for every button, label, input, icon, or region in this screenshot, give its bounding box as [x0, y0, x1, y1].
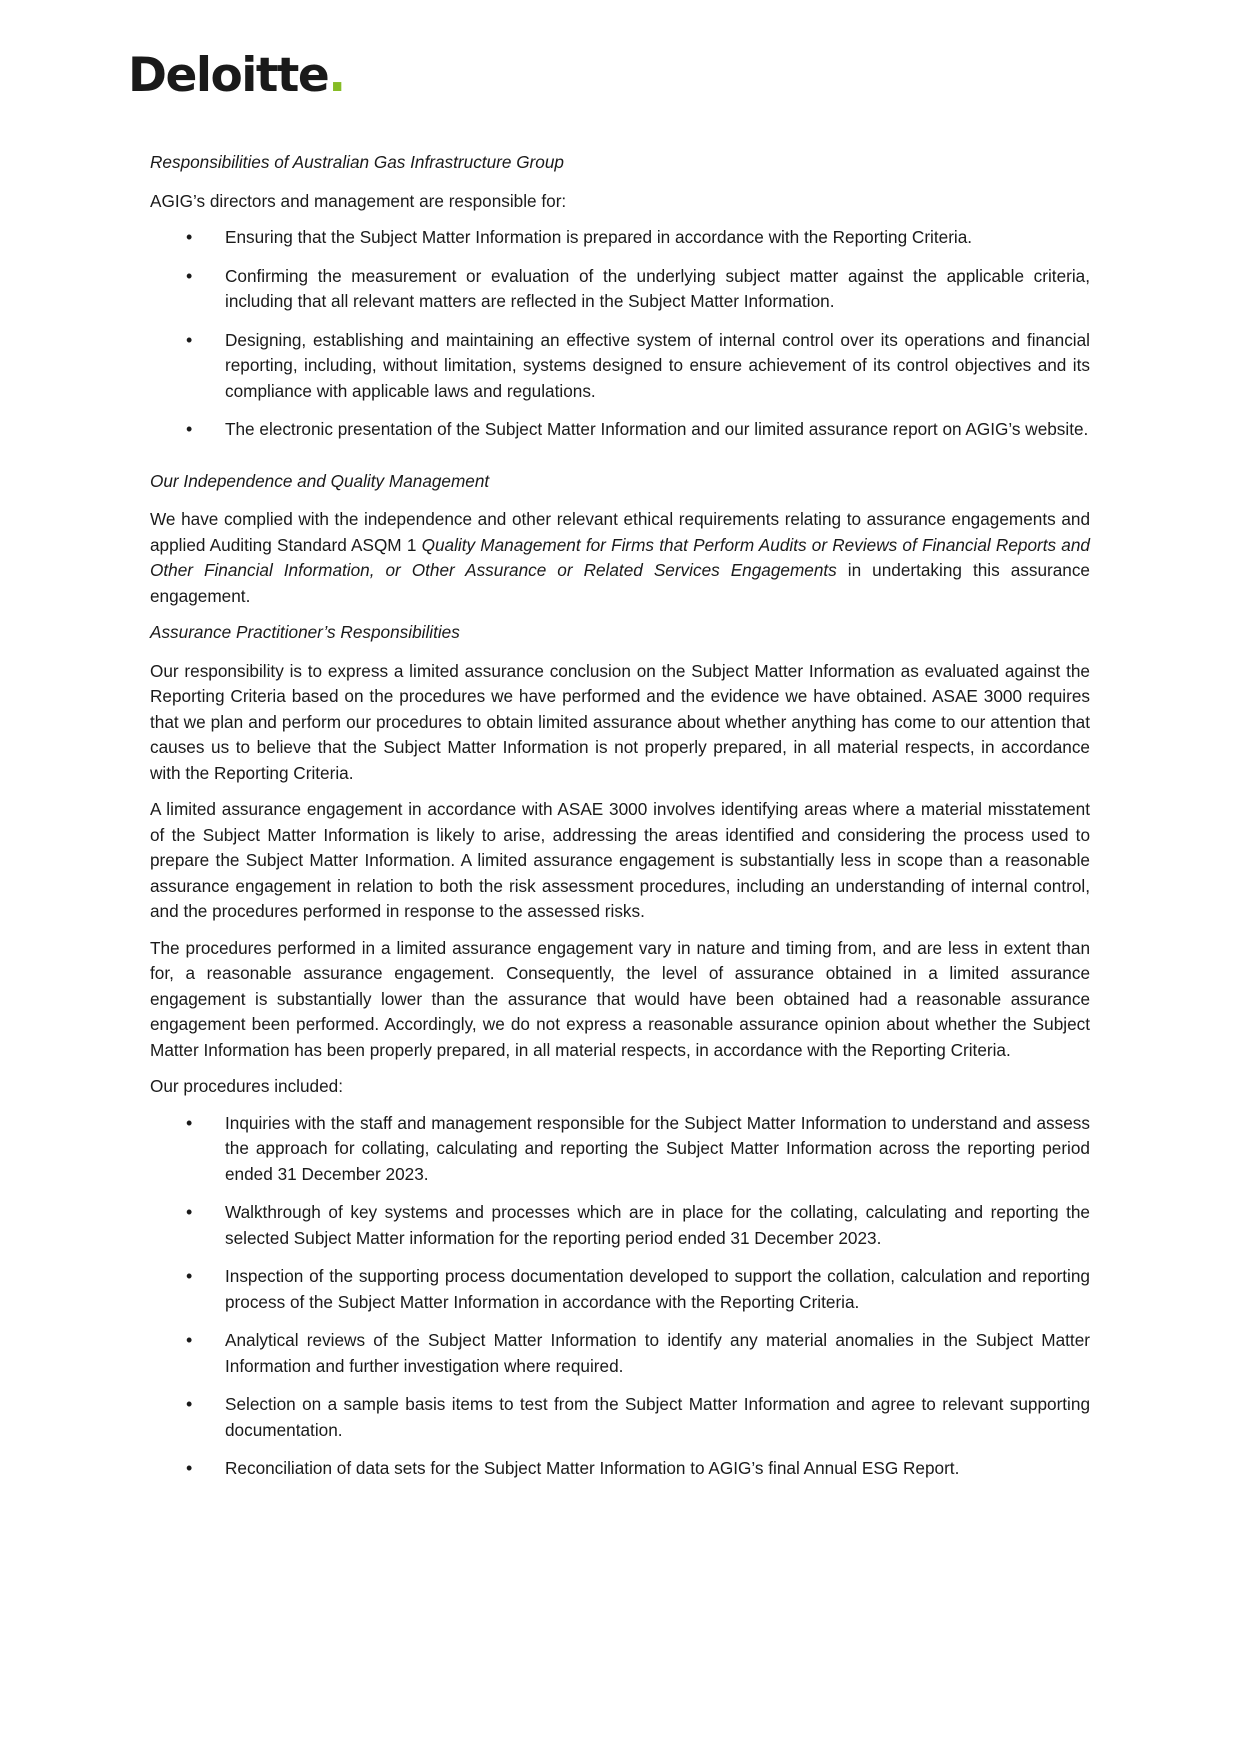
list-item: • Walkthrough of key systems and processes which are in place for the collating, calculating and reporting the selected Subject Matter information for the reporting period ended 31 December 2023.: [186, 1202, 1090, 1248]
bullet-icon: •: [186, 1394, 193, 1414]
section-heading-independence: Our Independence and Quality Management: [150, 470, 490, 491]
bullet-icon: •: [186, 1266, 193, 1286]
section-heading-practitioner: Assurance Practitioner’s Responsibilities: [150, 622, 460, 642]
independence-paragraph: We have complied with the independence and other relevant ethical requirements relating to assurance engagements and applied Auditing Standard ASQM 1 Quality Management for Firms that Perform Audits or Reviews of Financial Reports and Other Financial Information, or Other Assurance or Related Services Engagements in undertaking this assurance engagement.: [150, 509, 1090, 606]
section-heading-responsibilities: Responsibilities of Australian Gas Infrastructure Group: [150, 152, 564, 172]
list-item: • Analytical reviews of the Subject Matter Information to identify any material anomalies in the Subject Matter Information and further investigation where required.: [186, 1330, 1090, 1376]
bullet-icon: •: [186, 1330, 193, 1350]
responsibilities-intro: AGIG’s directors and management are responsible for:: [150, 190, 567, 211]
bullet-icon: •: [186, 1458, 193, 1478]
deloitte-logo: Deloitte.: [128, 48, 345, 103]
practitioner-paragraph: Our responsibility is to express a limited assurance conclusion on the Subject Matter Information as evaluated against the Reporting Criteria based on the procedures we have performed and the evidence we have obtained. ASAE 3000 requires that we plan and perform our procedures to obtain limited assurance about whether anything has come to our attention that causes us to believe that the Subject Matter Information is not properly prepared, in all material respects, in accordance with the Reporting Criteria.: [150, 660, 1090, 783]
document-body: [150, 150, 1090, 1496]
bullet-icon: •: [186, 1112, 193, 1133]
procedures-intro: Our procedures included:: [150, 1076, 343, 1096]
bullet-icon: •: [186, 419, 193, 439]
list-item: • Designing, establishing and maintaining an effective system of internal control over its operations and financial reporting, including, without limitation, systems designed to ensure achievement of its control objectives and its compliance with applicable laws and regulations.: [186, 329, 1090, 401]
list-item: • Inquiries with the staff and management responsible for the Subject Matter Information to understand and assess the approach for collating, calculating and reporting the Subject Matter Information across the reporting period ended 31 December 2023.: [186, 1112, 1090, 1184]
list-item: • Ensuring that the Subject Matter Information is prepared in accordance with the Reporting Criteria.: [150, 225, 1090, 251]
bullet-icon: •: [186, 329, 193, 350]
list-item: • Inspection of the supporting process documentation developed to support the collation, calculation and reporting process of the Subject Matter Information in accordance with the Reporting Criteria.: [186, 1266, 1090, 1312]
bullet-icon: •: [186, 227, 193, 247]
practitioner-paragraph: A limited assurance engagement in accordance with ASAE 3000 involves identifying areas where a material misstatement of the Subject Matter Information is likely to arise, addressing the areas identified and considering the process used to prepare the Subject Matter Information. A limited assurance engagement is substantially less in scope than a reasonable assurance engagement in relation to both the risk assessment procedures, including an understanding of internal control, and the procedures performed in response to the assessed risks.: [150, 799, 1090, 921]
bullet-icon: •: [186, 265, 193, 286]
list-item: • The electronic presentation of the Subject Matter Information and our limited assurance report on AGIG’s website.: [150, 417, 1090, 443]
responsibilities-list: [150, 225, 1090, 443]
list-item: • Selection on a sample basis items to test from the Subject Matter Information and agree to relevant supporting documentation.: [186, 1394, 1090, 1440]
bullet-icon: •: [186, 1202, 193, 1222]
list-item: • Reconciliation of data sets for the Subject Matter Information to AGIG’s final Annual ESG Report.: [150, 1456, 1090, 1482]
procedures-list: [150, 1111, 1090, 1482]
practitioner-paragraph: The procedures performed in a limited assurance engagement vary in nature and timing from, and are less in extent than for, a reasonable assurance engagement. Consequently, the level of assurance obtained in a limited assurance engagement is substantially lower than the assurance that would have been obtained had a reasonable assurance engagement been performed. Accordingly, we do not express a reasonable assurance opinion about whether the Subject Matter Information has been properly prepared, in all material respects, in accordance with the Reporting Criteria.: [150, 937, 1090, 1060]
list-item: • Confirming the measurement or evaluation of the underlying subject matter against the applicable criteria, including that all relevant matters are reflected in the Subject Matter Information.: [186, 265, 1090, 311]
